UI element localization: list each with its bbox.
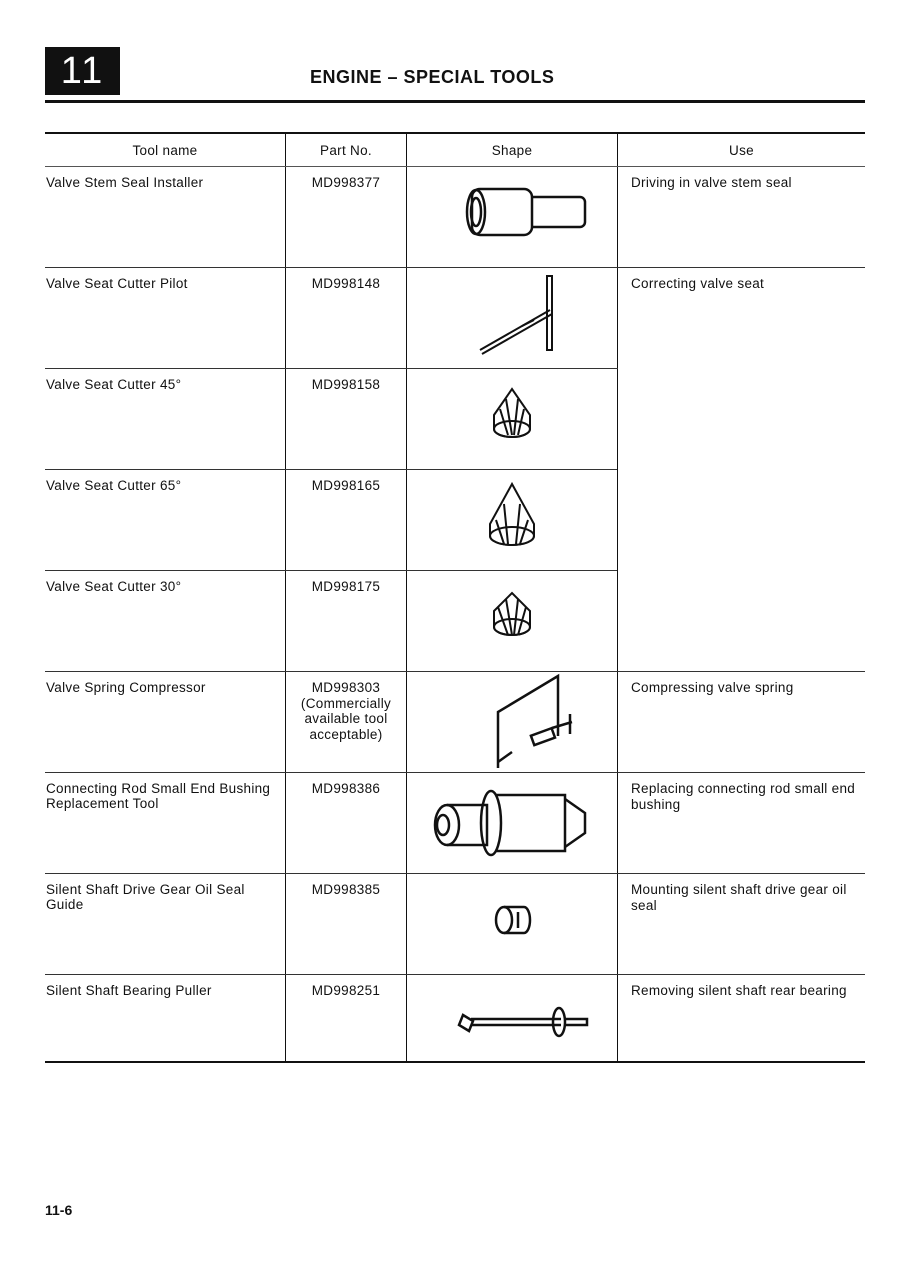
tool-name: Valve Seat Cutter 65° <box>46 478 182 493</box>
tool-use: Correcting valve seat <box>631 276 765 291</box>
tool-name: Connecting Rod Small End Bushing Replacement Tool <box>46 781 271 811</box>
col-tool-name: Tool name <box>45 133 286 167</box>
tool-name: Valve Spring Compressor <box>46 680 206 695</box>
bushing-tool-icon <box>417 773 607 869</box>
tool-use: Mounting silent shaft drive gear oil seal <box>631 882 847 913</box>
part-no: MD998251 <box>311 983 381 998</box>
tool-use: Driving in valve stem seal <box>631 175 792 190</box>
tool-use: Removing silent shaft rear bearing <box>631 983 847 998</box>
part-no: MD998386 <box>311 781 381 796</box>
table-row <box>45 773 865 874</box>
tool-name: Valve Seat Cutter 30° <box>46 579 182 594</box>
tool-name: Valve Seat Cutter Pilot <box>46 276 188 291</box>
seal-guide-icon <box>432 874 592 970</box>
col-use: Use <box>618 133 866 167</box>
col-part-no: Part No. <box>286 133 407 167</box>
header-rule <box>45 100 865 103</box>
tool-name: Valve Stem Seal Installer <box>46 175 204 190</box>
spring-compressor-icon <box>432 672 592 772</box>
chapter-badge: 11 <box>45 47 120 95</box>
table-row <box>45 167 865 268</box>
table-row <box>45 874 865 975</box>
part-no: MD998385 <box>311 882 381 897</box>
tool-use: Compressing valve spring <box>631 680 794 695</box>
part-no: MD998158 <box>311 377 381 392</box>
cutter-pilot-icon <box>432 268 592 364</box>
col-shape: Shape <box>407 133 618 167</box>
tool-use: Replacing connecting rod small end bushing <box>631 781 856 812</box>
bearing-puller-icon <box>427 975 597 1061</box>
seat-cutter-icon <box>432 571 592 667</box>
part-no: MD998148 <box>311 276 381 291</box>
seat-cutter-icon <box>432 369 592 465</box>
part-no: MD998377 <box>311 175 381 190</box>
part-no: MD998303 <box>311 680 381 695</box>
part-no: MD998175 <box>311 579 381 594</box>
tool-name: Valve Seat Cutter 45° <box>46 377 182 392</box>
seal-installer-icon <box>432 167 592 263</box>
table-row <box>45 268 865 369</box>
table-row <box>45 672 865 773</box>
table-header <box>45 133 865 167</box>
tool-name: Silent Shaft Bearing Puller <box>46 983 212 998</box>
page-number: 11-6 <box>45 1202 73 1218</box>
special-tools-table <box>45 132 865 1063</box>
part-note: (Commercially available tool acceptable) <box>300 695 392 742</box>
part-no: MD998165 <box>311 478 381 493</box>
table-row <box>45 975 865 1063</box>
page-title: ENGINE – SPECIAL TOOLS <box>310 67 555 87</box>
seat-cutter-icon <box>432 470 592 566</box>
tool-name: Silent Shaft Drive Gear Oil Seal Guide <box>46 882 245 912</box>
